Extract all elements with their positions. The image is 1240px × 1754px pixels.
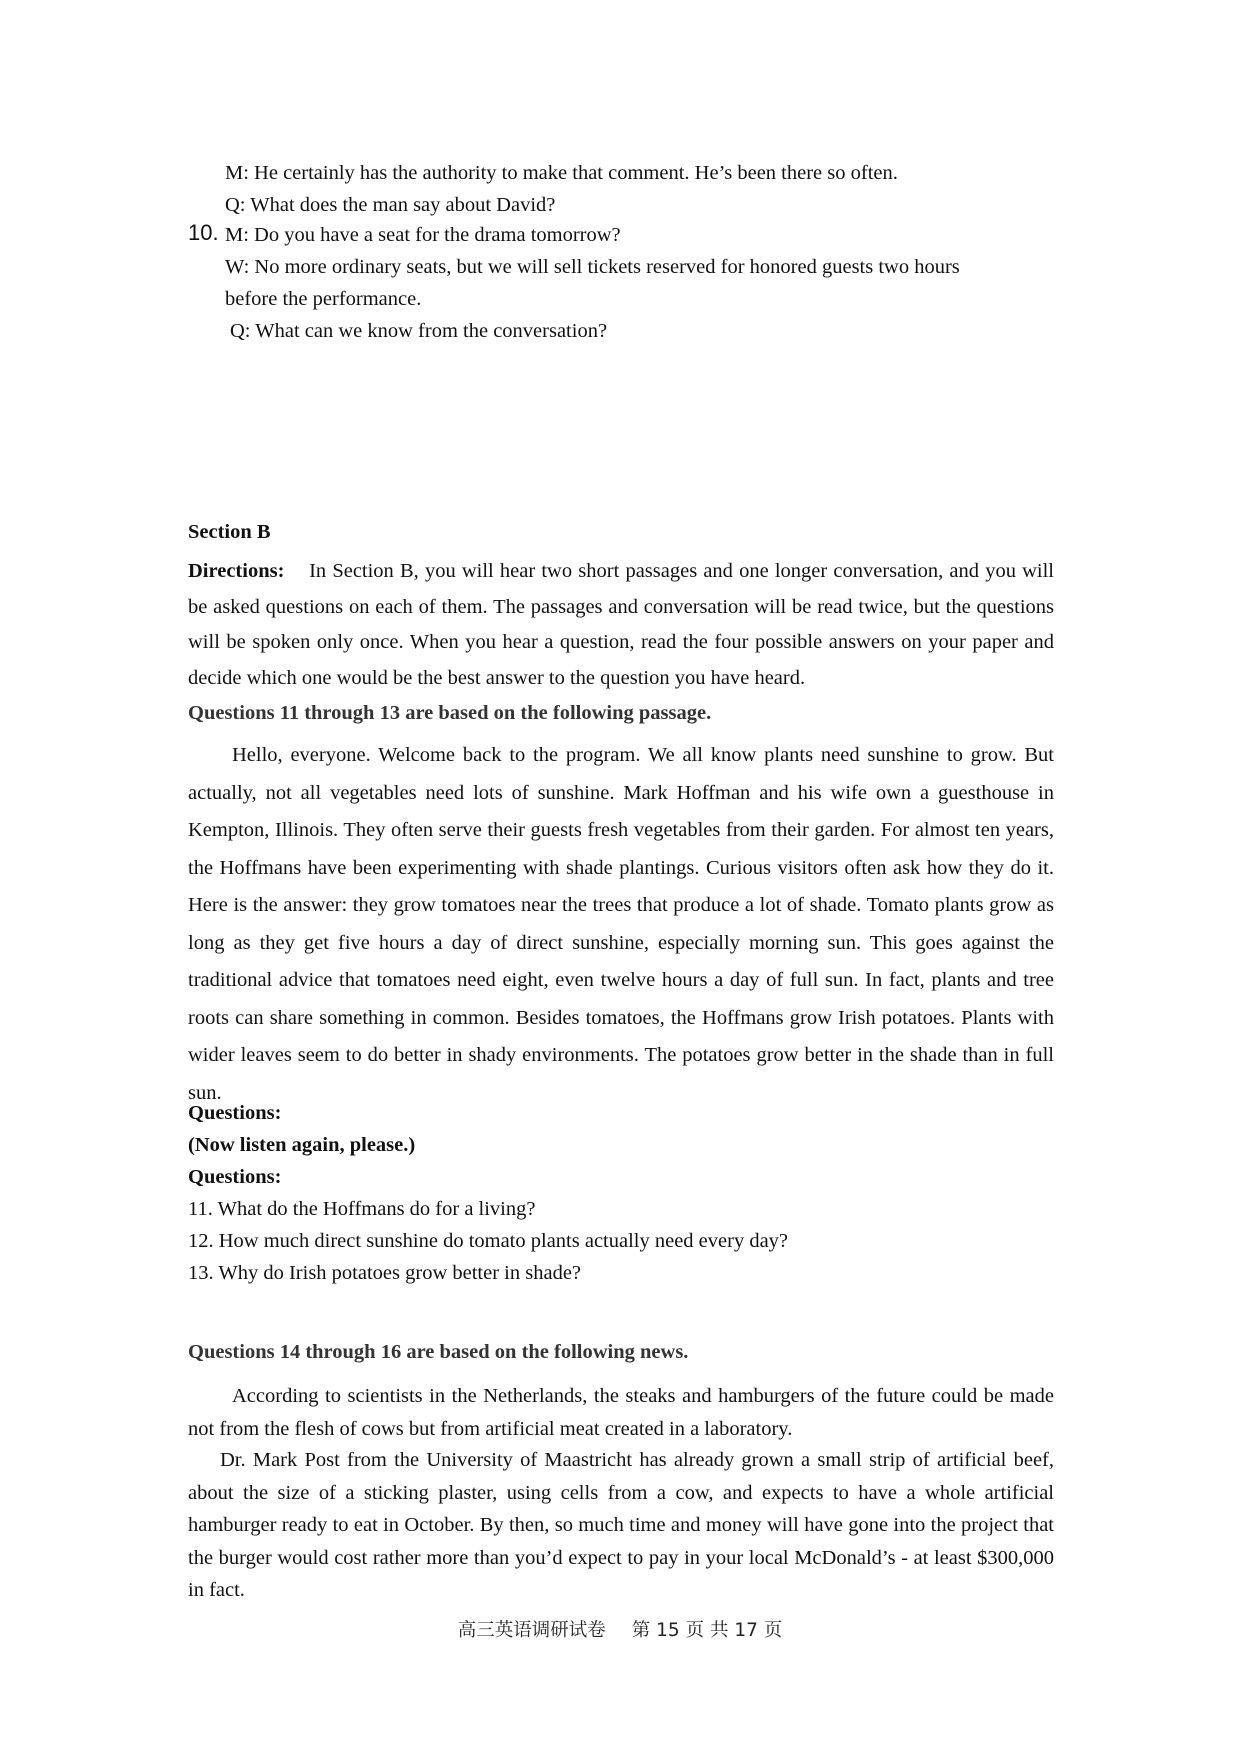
section-directions <box>188 554 1054 696</box>
page-footer <box>0 1622 1240 1641</box>
question-item: 13. Why do Irish potatoes grow better in shade? <box>188 1262 582 1284</box>
dialogue-line: M: Do you have a seat for the drama tomorrow? <box>225 224 621 246</box>
news-paragraph: According to scientists in the Netherlands, the steaks and hamburgers of the future could be made not from the flesh of cows but from artificial meat created in a laboratory. <box>188 1385 1054 1440</box>
dialogue-line: Q: What can we know from the conversation? <box>230 320 608 342</box>
dialogue-line: before the performance. <box>225 288 422 310</box>
dialogue-line: W: No more ordinary seats, but we will sell tickets reserved for honored guests two hours <box>225 256 960 278</box>
passage-text: Hello, everyone. Welcome back to the program. We all know plants need sunshine to grow. But actually, not all vegetables need lots of sunshine. Mark Hoffman and his wife own a guesthouse in Kempton, Illinois. They often serve their guests fresh vegetables from their garden. For almost ten years, the Hoffmans have been experimenting with shade plantings. Curious visitors often ask how they do it. Here is the answer: they grow tomatoes near the trees that produce a lot of shade. Tomato plants grow as long as they get five hours a day of direct sunshine, especially morning sun. This goes against the traditional advice that tomatoes need eight, even twelve hours a day of full sun. In fact, plants and tree roots can share something in common. Besides tomatoes, the Hoffmans grow Irish potatoes. Plants with wider leaves seem to do better in shady environments. The potatoes grow better in the shade than in full sun. <box>188 744 1054 1104</box>
dialogue-line: Q: What does the man say about David? <box>225 194 556 216</box>
directions-label: Directions: <box>188 560 285 582</box>
section-title: Section B <box>188 521 271 543</box>
passage-heading: Questions 11 through 13 are based on the following passage. <box>188 702 712 724</box>
page-prefix: 第 <box>631 1620 651 1641</box>
question-item: 12. How much direct sunshine do tomato plants actually need every day? <box>188 1230 789 1252</box>
dialogue-line: M: He certainly has the authority to make that comment. He’s been there so often. <box>225 162 898 184</box>
questions-label: Questions: <box>188 1166 282 1188</box>
paper-title: 高三英语调研试卷 <box>457 1620 606 1641</box>
questions-label: Questions: <box>188 1102 282 1124</box>
directions-text: In Section B, you will hear two short passages and one longer conversation, and you will be asked questions on each of them. The passages and conversation will be read twice, but the questions will be spoken only once. When you hear a question, read the four possible answers on your paper and decide which one would be the best answer to the question you have heard. <box>188 560 1055 689</box>
question-number: 10. <box>188 220 219 245</box>
total-pages: 17 <box>734 1620 758 1641</box>
page-number: 15 <box>656 1620 680 1641</box>
news-heading: Questions 14 through 16 are based on the following news. <box>188 1341 689 1363</box>
page-mid: 页 共 <box>685 1620 729 1641</box>
question-item: 11. What do the Hoffmans do for a living? <box>188 1198 536 1220</box>
news-paragraph: Dr. Mark Post from the University of Maastricht has already grown a small strip of artificial beef, about the size of a sticking plaster, using cells from a cow, and expects to have a whole artificial hamburger ready to eat in October. By then, so much time and money will have gone into the project that the burger would cost rather more than you’d expect to pay in your local McDonald’s - at least $300,000 in fact. <box>188 1449 1054 1601</box>
listen-again-note: (Now listen again, please.) <box>188 1134 416 1156</box>
page-suffix: 页 <box>763 1620 783 1641</box>
